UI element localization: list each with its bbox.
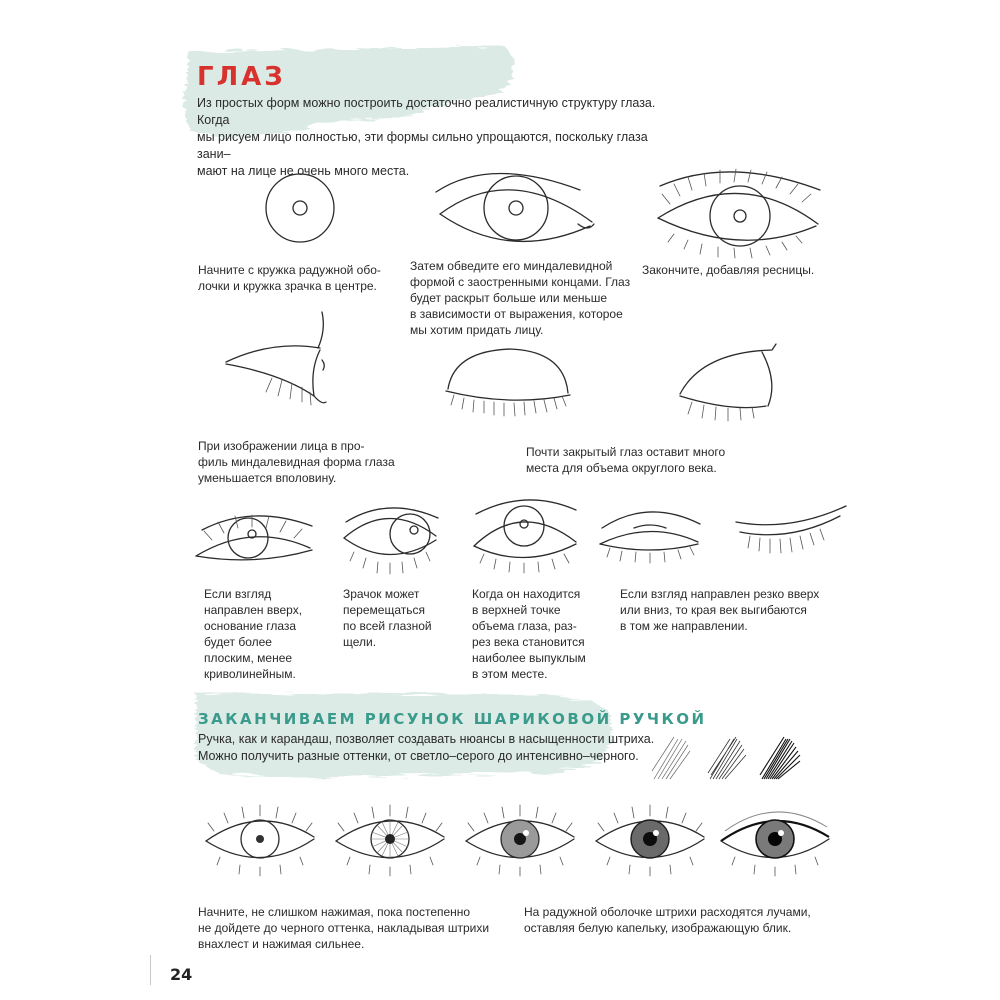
page-number-rule: [150, 955, 151, 985]
caption-line: щели.: [343, 635, 377, 649]
caption-line: Если взгляд направлен резко вверх: [620, 587, 820, 601]
caption-step3: [642, 262, 814, 278]
caption-line: Затем обведите его миндалевидной: [410, 259, 613, 273]
caption-line: мы хотим придать лицу.: [410, 323, 544, 337]
caption-line: Закончите, добавляя ресницы.: [642, 263, 815, 277]
caption-line: будет раскрыт больше или меньше: [410, 291, 608, 305]
caption-line: При изображении лица в про-: [198, 439, 365, 453]
caption-line: объема глаза, раз-: [472, 619, 577, 633]
caption-step2: [410, 258, 630, 338]
caption-line: в зависимости от выражения, которое: [410, 307, 623, 321]
eye-pupil-moved-illustration: [338, 500, 448, 580]
pen-hatching-swatches-illustration: [650, 735, 810, 785]
eye-closed-illustration: [440, 345, 580, 425]
section2-intro: [198, 731, 658, 765]
caption-line: или вниз, то края век выгибаются: [620, 603, 807, 617]
caption-extreme: [620, 586, 819, 634]
caption-line: основание глаза: [204, 619, 297, 633]
caption-line: по всей глазной: [343, 619, 432, 633]
eye-profile-closed-illustration: [662, 342, 792, 432]
caption-line: будет более: [204, 635, 272, 649]
eye-step1-iris-illustration: [262, 172, 342, 252]
caption-line: наиболее выпуклым: [472, 651, 586, 665]
page-number: 24: [170, 965, 193, 984]
caption-line: Если взгляд: [204, 587, 272, 601]
caption-line: лочки и кружка зрачка в центре.: [198, 279, 377, 293]
eye-step2-almond-illustration: [430, 162, 610, 252]
pen-eye-stage1-illustration: [200, 805, 320, 885]
caption-line: На радужной оболочке штрихи расходятся лучами,: [524, 905, 811, 919]
eye-looking-up-illustration: [192, 500, 322, 580]
caption-top: [472, 586, 586, 682]
caption-line: направлен вверх,: [204, 603, 303, 617]
caption-line: формой с заостренными концами. Глаз: [410, 275, 631, 289]
caption-line: рез века становится: [472, 635, 585, 649]
eye-step3-lashes-illustration: [650, 160, 830, 260]
caption-line: Начните с кружка радужной обо-: [198, 263, 381, 277]
pen-eye-stage5-illustration: [715, 805, 835, 885]
caption-step1: [198, 262, 381, 294]
intro-line: Ручка, как и карандаш, позволяет создавать нюансы в насыщенности штриха.: [198, 732, 655, 746]
caption-line: Зрачок может: [343, 587, 420, 601]
section2-title: ЗАКАНЧИВАЕМ РИСУНОК ШАРИКОВОЙ РУЧКОЙ: [198, 710, 707, 728]
caption-line: внахлест и нажимая сильнее.: [198, 937, 365, 951]
caption-line: в этом месте.: [472, 667, 548, 681]
caption-line: филь миндалевидная форма глаза: [198, 455, 395, 469]
eye-looking-down-illustration: [596, 502, 706, 572]
caption-line: Начните, не слишком нажимая, пока постепенно: [198, 905, 471, 919]
intro-line: мают на лице не очень много места.: [197, 164, 410, 178]
caption-pen-iris: [524, 904, 811, 936]
caption-pen-pressure: [198, 904, 489, 952]
caption-line: плоским, менее: [204, 651, 293, 665]
caption-looking-up: [204, 586, 302, 682]
caption-line: оставляя белую капельку, изображающую блик.: [524, 921, 792, 935]
caption-line: места для объема округлого века.: [526, 461, 717, 475]
page-title: ГЛАЗ: [197, 62, 286, 92]
caption-line: перемещаться: [343, 603, 425, 617]
eye-extreme-gaze-illustration: [730, 502, 850, 572]
caption-profile: [198, 438, 395, 486]
caption-pupil: [343, 586, 432, 650]
caption-line: уменьшается вполовину.: [198, 471, 337, 485]
pen-eye-stage2-illustration: [330, 805, 450, 885]
eye-profile-illustration: [222, 310, 352, 410]
caption-line: не дойдете до черного оттенка, накладывая штрихи: [198, 921, 490, 935]
intro-line: Можно получить разные оттенки, от светло–серого до интенсивно–черного.: [198, 749, 639, 763]
pen-eye-series: [200, 805, 840, 885]
caption-line: в том же направлении.: [620, 619, 748, 633]
caption-line: Почти закрытый глаз оставит много: [526, 445, 726, 459]
caption-line: криволинейным.: [204, 667, 296, 681]
caption-line: Когда он находится: [472, 587, 581, 601]
eye-looking-top-illustration: [466, 496, 586, 576]
pen-eye-stage4-illustration: [590, 805, 710, 885]
pen-eye-stage3-illustration: [460, 805, 580, 885]
intro-line: мы рисуем лицо полностью, эти формы сильно упрощаются, поскольку глаза зани–: [197, 130, 648, 161]
intro-line: Из простых форм можно построить достаточно реалистичную структуру глаза. Когда: [197, 96, 656, 127]
caption-closed: [526, 444, 725, 476]
caption-line: в верхней точке: [472, 603, 561, 617]
